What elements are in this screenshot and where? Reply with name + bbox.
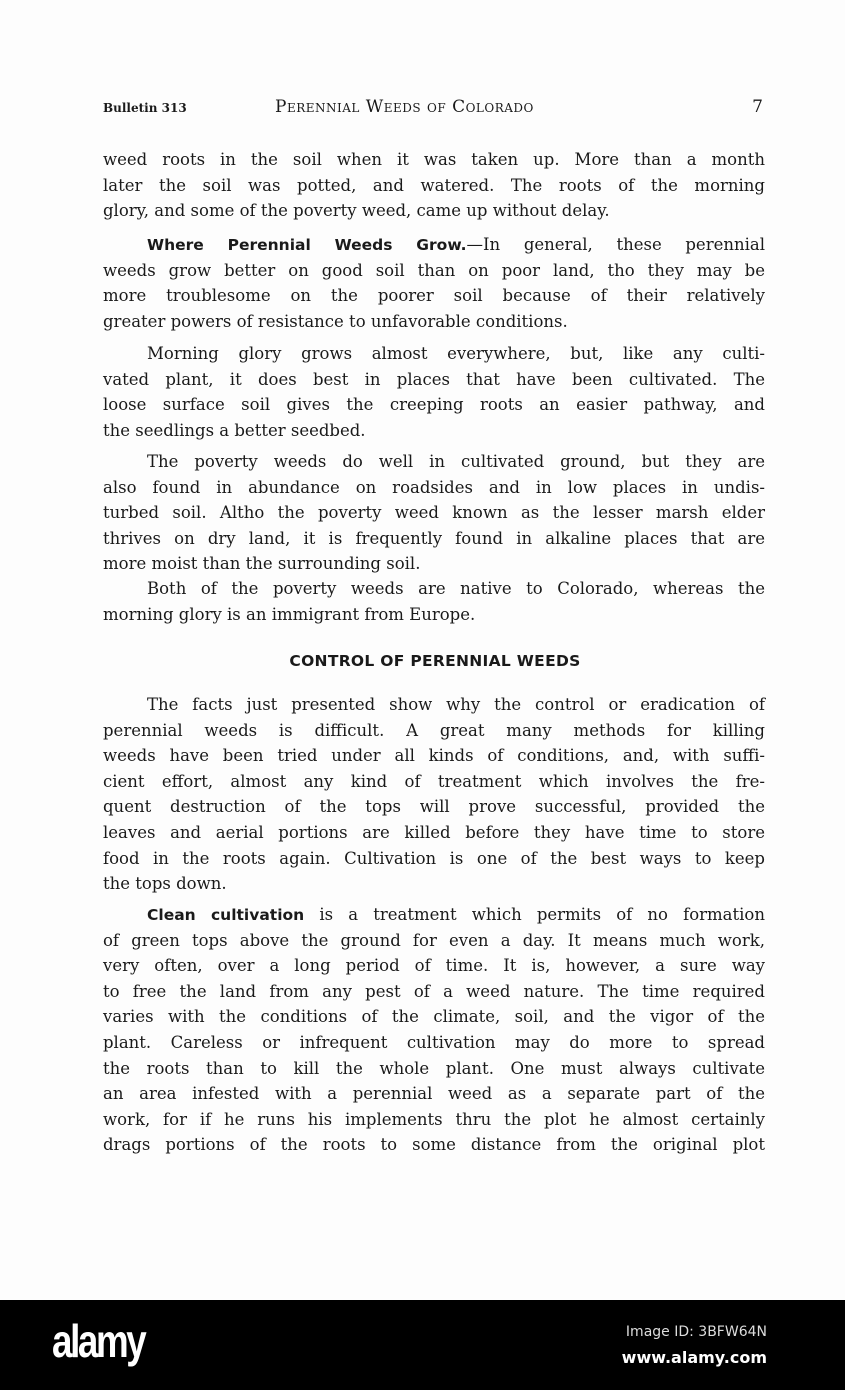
text-line: varies with the conditions of the climate, soil, and the vigor of the bbox=[103, 1007, 765, 1027]
text-line: the seedlings a better seedbed. bbox=[103, 420, 366, 440]
line-text: —In general, these perennial bbox=[466, 235, 765, 254]
text-line: The poverty weeds do well in cultivated ground, but they are bbox=[147, 452, 765, 471]
section-heading: CONTROL OF PERENNIAL WEEDS bbox=[289, 652, 581, 670]
text-line bbox=[103, 902, 765, 928]
page-number: 7 bbox=[752, 97, 763, 117]
site-url: www.alamy.com bbox=[621, 1348, 767, 1367]
paragraph bbox=[103, 449, 765, 577]
text-line: an area infested with a perennial weed as a separate part of the bbox=[103, 1084, 765, 1104]
paragraph bbox=[103, 692, 765, 897]
text-line: turbed soil. Altho the poverty weed known as the lesser marsh elder bbox=[103, 503, 765, 523]
text-line: also found in abundance on roadsides and in low places in undis- bbox=[103, 477, 765, 497]
text-line: morning glory is an immigrant from Europe. bbox=[103, 604, 476, 624]
text-line: to free the land from any pest of a weed nature. The time required bbox=[103, 981, 765, 1001]
text-line: perennial weeds is difficult. A great many methods for killing bbox=[103, 720, 765, 740]
text-line: work, for if he runs his implements thru the plot he almost certainly bbox=[103, 1109, 765, 1129]
paragraph bbox=[103, 232, 765, 334]
text-line bbox=[103, 232, 765, 258]
paragraph bbox=[103, 341, 765, 443]
paragraph bbox=[103, 902, 765, 1158]
paragraph bbox=[103, 576, 765, 627]
text-line: food in the roots again. Cultivation is one of the best ways to keep bbox=[103, 848, 765, 868]
text-line: weeds grow better on good soil than on poor land, tho they may be bbox=[103, 260, 765, 280]
watermark-bar bbox=[0, 1300, 845, 1390]
text-line: weed roots in the soil when it was taken up. More than a month bbox=[103, 150, 765, 169]
text-line: The facts just presented show why the control or eradication of bbox=[147, 695, 765, 714]
text-line: more moist than the surrounding soil. bbox=[103, 554, 421, 574]
text-line: Both of the poverty weeds are native to Colorado, whereas the bbox=[147, 579, 765, 598]
text-line: loose surface soil gives the creeping roots an easier pathway, and bbox=[103, 395, 765, 415]
image-id: Image ID: 3BFW64N bbox=[625, 1324, 767, 1340]
bulletin-number: Bulletin 313 bbox=[103, 101, 187, 115]
paragraph bbox=[103, 147, 765, 224]
running-header bbox=[103, 97, 765, 121]
running-title: Perennial Weeds of Colorado bbox=[275, 97, 534, 117]
text-line: drags portions of the roots to some distance from the original plot bbox=[103, 1135, 765, 1155]
text-line: greater powers of resistance to unfavorable conditions. bbox=[103, 311, 568, 331]
run-in-heading: Where Perennial Weeds Grow. bbox=[147, 236, 467, 254]
text-line: the roots than to kill the whole plant. One must always cultivate bbox=[103, 1058, 765, 1078]
text-line: of green tops above the ground for even a day. It means much work, bbox=[103, 930, 765, 950]
text-line: Morning glory grows almost everywhere, but, like any culti- bbox=[147, 344, 765, 363]
text-line: later the soil was potted, and watered. The roots of the morning bbox=[103, 175, 765, 195]
text-line: leaves and aerial portions are killed before they have time to store bbox=[103, 822, 765, 842]
text-line: plant. Careless or infrequent cultivation may do more to spread bbox=[103, 1032, 765, 1052]
text-line: vated plant, it does best in places that have been cultivated. The bbox=[103, 369, 765, 389]
text-line: glory, and some of the poverty weed, came up without delay. bbox=[103, 201, 610, 221]
text-line: quent destruction of the tops will prove successful, provided the bbox=[103, 797, 765, 817]
text-line: the tops down. bbox=[103, 874, 227, 894]
text-line: thrives on dry land, it is frequently found in alkaline places that are bbox=[103, 528, 765, 548]
text-line: cient effort, almost any kind of treatment which involves the fre- bbox=[103, 771, 765, 791]
text-line: weeds have been tried under all kinds of conditions, and, with suffi- bbox=[103, 746, 765, 766]
text-line: more troublesome on the poorer soil because of their relatively bbox=[103, 286, 765, 306]
text-line: very often, over a long period of time. It is, however, a sure way bbox=[103, 956, 765, 976]
run-in-heading: Clean cultivation bbox=[147, 906, 305, 924]
alamy-logo: alamy bbox=[52, 1315, 145, 1367]
line-text: is a treatment which permits of no formation bbox=[304, 905, 765, 924]
